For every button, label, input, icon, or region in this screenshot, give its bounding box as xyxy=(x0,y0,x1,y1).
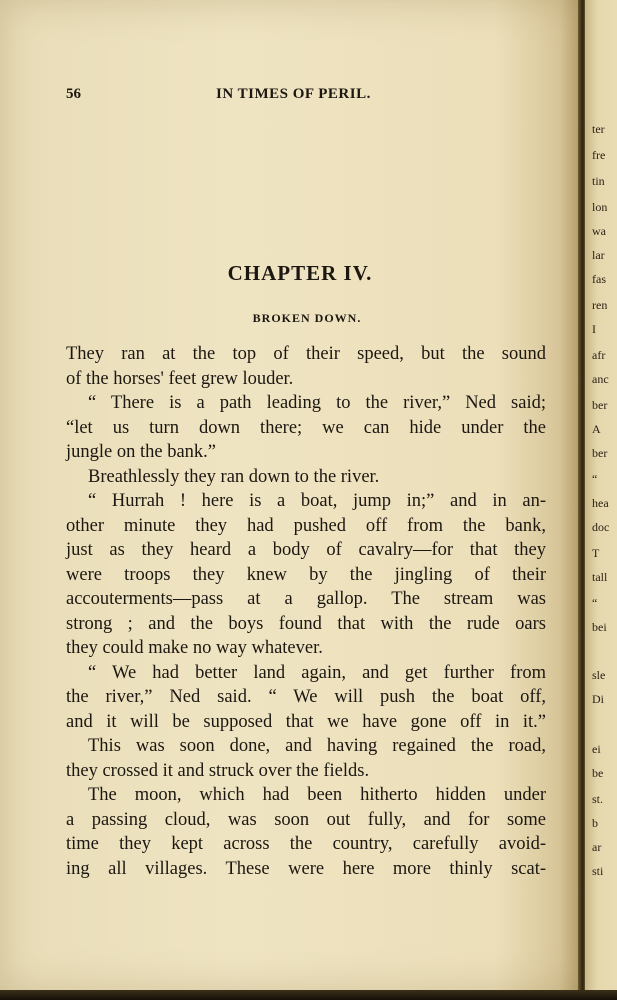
facing-page-fragment: doc xyxy=(592,520,610,534)
text-line: “let us turn down there; we can hide under the xyxy=(66,417,546,438)
text-line: ing all villages. These were here more thinly scat- xyxy=(66,858,546,879)
text-line: This was soon done, and having regained the road, xyxy=(88,736,546,756)
facing-page-fragment: hea xyxy=(592,496,609,510)
facing-page-fragment: tall xyxy=(592,570,608,584)
page-number: 56 xyxy=(66,86,81,102)
facing-page-fragment: lar xyxy=(592,248,605,262)
facing-page-fragment: ren xyxy=(592,298,608,312)
text-line: The moon, which had been hitherto hidden under xyxy=(88,785,546,805)
facing-page-fragment: lon xyxy=(592,200,608,214)
facing-page-fragment: afr xyxy=(592,348,606,362)
text-line: other minute they had pushed off from the bank, xyxy=(66,515,546,536)
facing-page-fragment: T xyxy=(592,546,600,560)
text-line: They ran at the top of their speed, but the sound xyxy=(66,344,546,364)
facing-page-fragment: st. xyxy=(592,792,604,806)
facing-page-fragment: “ xyxy=(592,596,598,610)
text-line: they crossed it and struck over the fields. xyxy=(66,760,370,781)
text-line: strong ; and the boys found that with the rude oars xyxy=(66,613,546,634)
facing-page-fragment: I xyxy=(592,322,596,336)
facing-page-fragment: fas xyxy=(592,272,606,286)
facing-page-fragment: Di xyxy=(592,692,604,706)
text-line: “ We had better land again, and get further from xyxy=(88,662,546,683)
facing-page-fragment: A xyxy=(592,422,601,436)
text-line: “ There is a path leading to the river,” Ned said; xyxy=(88,393,546,413)
text-line: were troops they knew by the jingling of their xyxy=(66,564,546,585)
facing-page-fragment: bei xyxy=(592,620,607,634)
text-line: Breathlessly they ran down to the river. xyxy=(88,466,380,487)
facing-page-fragment: anc xyxy=(592,372,609,386)
text-line: they could make no way whatever. xyxy=(66,638,323,658)
facing-page-fragment: wa xyxy=(592,224,606,238)
facing-page-fragment: “ xyxy=(592,472,598,486)
text-line: just as they heard a body of cavalry—for that they xyxy=(66,540,546,560)
running-head xyxy=(66,86,546,110)
facing-page-fragment: tin xyxy=(592,174,605,188)
facing-page-edge xyxy=(585,0,617,1000)
running-title: IN TIMES OF PERIL. xyxy=(216,86,371,102)
facing-page-fragment: ter xyxy=(592,122,605,136)
chapter-subtitle: BROKEN DOWN. xyxy=(252,311,362,325)
facing-page-fragment: ar xyxy=(592,840,602,854)
text-line: time they kept across the country, carefully avoid- xyxy=(66,834,546,854)
facing-page-fragment: sle xyxy=(592,668,606,682)
text-line: accouterments—pass at a gallop. The stream was xyxy=(66,589,546,609)
facing-page-fragment: be xyxy=(592,766,604,780)
text-line: a passing cloud, was soon out fully, and for some xyxy=(66,809,546,830)
facing-page-fragment: sti xyxy=(592,864,604,878)
text-line: of the horses' feet grew louder. xyxy=(66,368,294,389)
facing-page-fragment: b xyxy=(592,816,598,830)
text-line: the river,” Ned said. “ We will push the boat off, xyxy=(66,687,546,707)
facing-page-fragment: ei xyxy=(592,742,601,756)
text-line: jungle on the bank.” xyxy=(66,442,217,462)
book-bottom-edge xyxy=(0,990,617,1000)
chapter-body xyxy=(66,342,546,881)
chapter-title: CHAPTER IV. xyxy=(227,261,373,285)
text-line: “ Hurrah ! here is a boat, jump in;” and in an- xyxy=(88,491,546,511)
facing-page-fragment: ber xyxy=(592,446,608,460)
facing-page-fragment: ber xyxy=(592,398,608,412)
facing-page-fragment: fre xyxy=(592,148,606,162)
text-line: and it will be supposed that we have gone off in it.” xyxy=(66,711,546,732)
